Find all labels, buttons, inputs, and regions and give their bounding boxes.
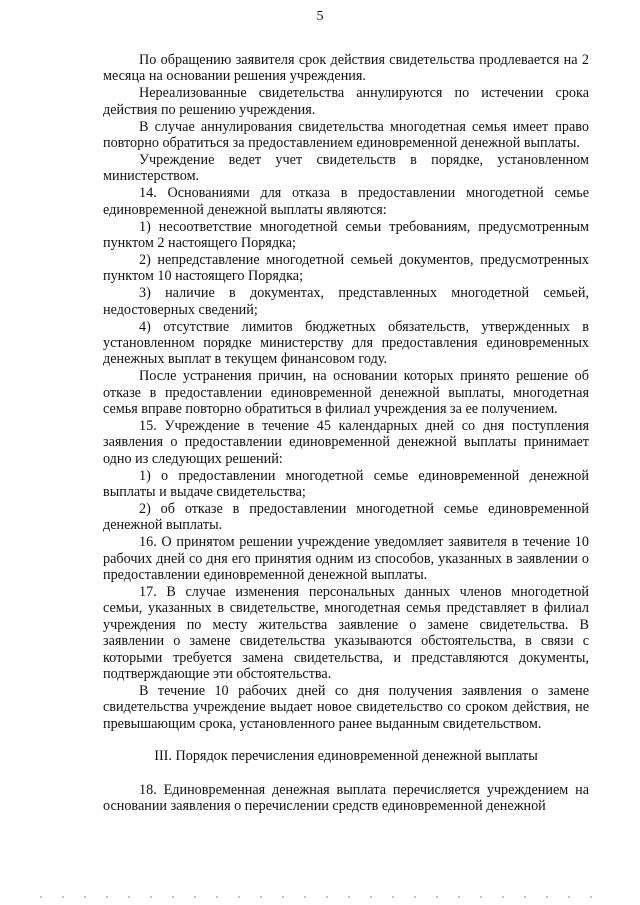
paragraph-14-item-1: 1) несоответствие многодетной семьи требованиям, предусмотренным пунктом 2 настоящего Порядка;: [103, 218, 589, 251]
paragraph-14-intro: 14. Основаниями для отказа в предоставлении многодетной семье единовременной денежной выплаты являются:: [103, 185, 589, 218]
paragraph-annulment: Нереализованные свидетельства аннулируются по истечении срока действия по решению учреждения.: [103, 85, 589, 118]
paragraph-16: 16. О принятом решении учреждение уведомляет заявителя в течение 10 рабочих дней со дня его принятия одним из способов, указанных в заявлении о предоставлении единовременной денежной выплаты.: [103, 534, 589, 584]
paragraph-after-elimination: После устранения причин, на основании которых принято решение об отказе в предоставлении единовременной денежной выплаты, многодетная семья вправе повторно обратиться в филиал учреждения за ее получением.: [103, 368, 589, 418]
paragraph-17-replacement: В течение 10 рабочих дней со дня получения заявления о замене свидетельства учреждение выдает новое свидетельство со сроком действия, не превышающим срока, установленного ранее выданным свидетельством.: [103, 682, 589, 732]
document-body: [103, 52, 589, 815]
paragraph-15-intro: 15. Учреждение в течение 45 календарных дней со дня поступления заявления о предоставлении единовременной денежной выплаты принимает одно из следующих решений:: [103, 417, 589, 467]
paragraph-15-item-2: 2) об отказе в предоставлении многодетной семье единовременной денежной выплаты.: [103, 500, 589, 534]
scan-edge-artifact: [40, 896, 600, 898]
section-heading: III. Порядок перечисления единовременной денежной выплаты: [154, 748, 538, 765]
paragraph-14-item-4: 4) отсутствие лимитов бюджетных обязательств, утвержденных в установленном порядке министерству для предоставления единовременных денежных выплат в текущем финансовом году.: [103, 318, 589, 368]
paragraph-18: 18. Единовременная денежная выплата перечисляется учреждением на основании заявления о перечислении средств единовременной денежной: [103, 781, 589, 814]
page-number: 5: [316, 9, 324, 24]
paragraph-14-item-3: 3) наличие в документах, представленных многодетной семьей, недостоверных сведений;: [103, 285, 589, 318]
paragraph-registry: Учреждение ведет учет свидетельств в порядке, установленном министерством.: [103, 151, 589, 185]
paragraph-14-item-2: 2) непредставление многодетной семьей документов, предусмотренных пунктом 10 настоящего Порядка;: [103, 251, 589, 285]
paragraph-extension: По обращению заявителя срок действия свидетельства продлевается на 2 месяца на основании решения учреждения.: [103, 52, 589, 85]
paragraph-17: 17. В случае изменения персональных данных членов многодетной семьи, указанных в свидетельстве, многодетная семья представляет в филиал учреждения по месту жительства заявление о замене свидетельства. В заявлении о замене свидетельства указываются обстоятельства, в связи с которыми требуется замена свидетельства, и представляются документы, подтверждающие эти обстоятельства.: [103, 584, 589, 683]
paragraph-15-item-1: 1) о предоставлении многодетной семье единовременной денежной выплаты и выдаче свидетельства;: [103, 467, 589, 501]
paragraph-reapply: В случае аннулирования свидетельства многодетная семья имеет право повторно обратиться за предоставлением единовременной денежной выплаты.: [103, 118, 589, 152]
